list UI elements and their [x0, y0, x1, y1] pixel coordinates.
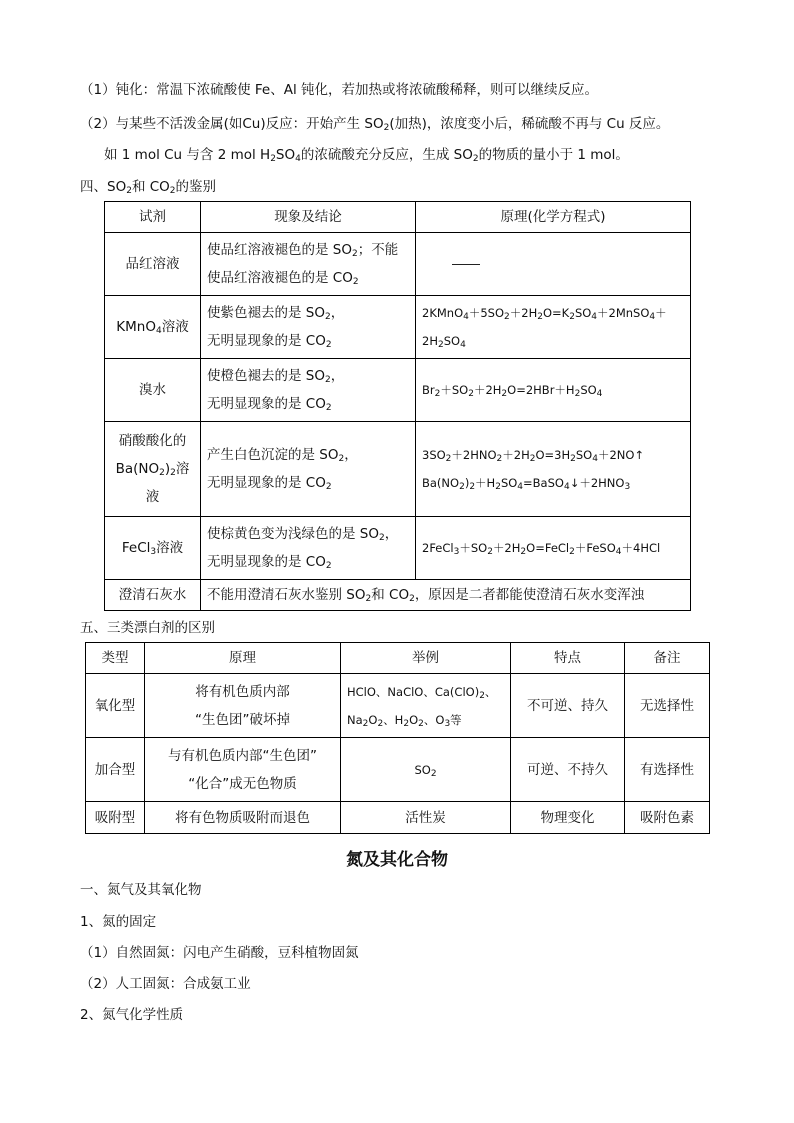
- subscript: 2: [459, 482, 465, 492]
- reagent-cell: [105, 422, 201, 517]
- note-cell: 吸附色素: [625, 802, 710, 834]
- subscript: 3: [453, 547, 460, 557]
- text-segment: 使橙色褪去的是 SO: [207, 368, 325, 384]
- text-segment: 使紫色褪去的是 SO: [207, 305, 325, 321]
- subscript: 4: [463, 312, 469, 322]
- subscript: 2: [574, 389, 581, 399]
- subscript: 2: [379, 533, 385, 543]
- text-segment: O: [409, 712, 419, 727]
- text-segment: HClO、NaClO、Ca(ClO): [347, 684, 480, 699]
- text-segment: 的浓硫酸充分反应，生成 SO: [300, 147, 473, 163]
- text-segment: ＋2HNO: [451, 448, 497, 462]
- reagent-cell: 品红溶液: [105, 233, 201, 296]
- section-title: 一、氮气及其氧化物: [80, 882, 202, 898]
- text-segment: 溶: [175, 461, 190, 477]
- table-row: [105, 422, 691, 517]
- text-segment: 硝酸酸化的: [118, 433, 187, 449]
- subscript: 2: [352, 249, 358, 259]
- subscript: 4: [517, 482, 524, 492]
- subscript: 2: [495, 482, 501, 492]
- text-segment: O=FeCl: [526, 541, 570, 555]
- subscript: 4: [615, 547, 622, 557]
- example-cell: [341, 738, 511, 802]
- phenomenon-cell: [201, 422, 416, 517]
- text-segment: 无明显现象的是 CO: [207, 475, 326, 491]
- phenomenon-cell: [201, 296, 416, 359]
- text-segment: 液: [145, 489, 160, 505]
- text-segment: ↓＋2HNO: [569, 476, 625, 490]
- table-header-row: [105, 202, 691, 233]
- feature-cell: 物理变化: [511, 802, 625, 834]
- text-segment: 2KMnO: [422, 306, 464, 320]
- text-segment: 的物质的量小于 1 mol。: [478, 147, 629, 163]
- explanation-cell: [201, 580, 691, 611]
- text-segment: ＋2H: [509, 306, 538, 320]
- subscript: 2: [325, 482, 332, 492]
- note-cell: 有选择性: [625, 738, 710, 802]
- principle-cell: [145, 738, 341, 802]
- reagent-cell: [105, 517, 201, 580]
- subscript: 4: [295, 154, 301, 164]
- text-segment: 将有机色质内部: [195, 683, 290, 700]
- text-segment: FeCl: [121, 540, 151, 556]
- principle-cell: [416, 517, 691, 580]
- text-segment: ＋5SO: [468, 306, 505, 320]
- text-segment: 、O: [423, 712, 445, 727]
- text-segment: ，原因是二者都能使澄清石灰水变浑浊: [414, 587, 645, 603]
- text-segment: 的鉴别: [175, 179, 217, 195]
- subscript: 2: [437, 340, 444, 350]
- table-header-row: [86, 643, 710, 674]
- text-segment: 溶液: [161, 319, 189, 335]
- subscript: 4: [460, 340, 466, 350]
- subscript: 2: [362, 718, 369, 729]
- subscript: 4: [592, 454, 598, 464]
- header-principle: 原理(化学方程式): [416, 202, 691, 233]
- text-segment: ，: [330, 368, 345, 384]
- text-segment: 产生白色沉淀的是 SO: [207, 447, 339, 463]
- text-segment: 使棕黄色变为浅绿色的是 SO: [207, 526, 379, 542]
- text-segment: 五、三类漂白剂的区别: [80, 620, 215, 636]
- text-segment: ＋2MnSO: [597, 306, 650, 320]
- paragraph-example: [104, 145, 629, 165]
- text-segment: 2H: [422, 334, 438, 348]
- section-title-bleaches: [80, 618, 215, 638]
- table-row: [86, 802, 710, 834]
- feature-cell: 可逆、不持久: [511, 738, 625, 802]
- subscript: 2: [501, 389, 508, 399]
- bleach-table: [85, 642, 710, 834]
- paragraph-text: （1）自然固氮：闪电产生硝酸，豆科植物固氮: [80, 945, 359, 961]
- text-segment: ＋SO: [440, 383, 469, 397]
- subscript: 2: [325, 340, 332, 350]
- text-segment: SO: [414, 762, 431, 777]
- text-segment: 使品红溶液褪色的是 CO: [207, 270, 353, 286]
- feature-cell: 不可逆、持久: [511, 674, 625, 738]
- table-row: [105, 233, 691, 296]
- text-segment: SO: [275, 147, 296, 163]
- type-cell: 加合型: [86, 738, 145, 802]
- text-segment: 使品红溶液褪色的是 SO: [207, 242, 352, 258]
- subscript: 2: [529, 454, 536, 464]
- subscript: 2: [338, 454, 345, 464]
- identification-table: [104, 201, 691, 611]
- text-segment: ＋2H: [473, 383, 502, 397]
- header-feature: 特点: [511, 643, 625, 674]
- text-segment: ＋H: [475, 476, 496, 490]
- principle-cell: 将有色物质吸附而退色: [145, 802, 341, 834]
- text-segment: ＋2H: [492, 541, 521, 555]
- note-cell: 无选择性: [625, 674, 710, 738]
- subscript: 2: [445, 454, 452, 464]
- header-principle: 原理: [145, 643, 341, 674]
- text-segment: Na: [347, 712, 363, 727]
- paragraph-text: （2）人工固氮：合成氨工业: [80, 976, 251, 992]
- header-note: 备注: [625, 643, 710, 674]
- subsection-title: 2、氮气化学性质: [80, 1007, 184, 1023]
- text-segment: SO: [575, 448, 593, 462]
- subscript: 2: [487, 547, 493, 557]
- table-row: [105, 359, 691, 422]
- text-segment: ，: [344, 447, 358, 463]
- paragraph-passivation: [80, 80, 598, 100]
- text-segment: 与有机色质内部“生色团”: [168, 747, 317, 764]
- text-segment: Br: [422, 383, 435, 397]
- phenomenon-cell: [201, 517, 416, 580]
- table-row: [105, 296, 691, 359]
- text-segment: (加热)，浓度变小后，稀硫酸不再与 Cu 反应。: [389, 116, 670, 132]
- text-segment: 、: [484, 684, 497, 699]
- text-segment: SO: [574, 306, 592, 320]
- subscript: 2: [325, 561, 332, 571]
- text-segment: 无明显现象的是 CO: [207, 396, 326, 412]
- text-segment: （2）与某些不活泼金属(如Cu)反应：开始产生 SO: [80, 116, 384, 132]
- example-cell: [341, 674, 511, 738]
- subscript: 2: [383, 123, 390, 133]
- text-segment: 无明显现象的是 CO: [207, 554, 326, 570]
- principle-cell: [416, 296, 691, 359]
- text-segment: SO: [580, 383, 597, 397]
- subscript: 3: [150, 547, 157, 557]
- subscript: 4: [563, 482, 570, 492]
- subscript: 2: [403, 718, 410, 729]
- table-row: [105, 517, 691, 580]
- text-segment: Ba(NO: [422, 476, 460, 490]
- text-segment: O=2HBr＋H: [507, 383, 575, 397]
- text-segment: 和 CO: [131, 179, 170, 195]
- subscript: 2: [325, 403, 332, 413]
- text-segment: 、H: [383, 712, 404, 727]
- subscript: 2: [469, 482, 476, 492]
- dash-line: [452, 264, 480, 265]
- subscript: 2: [479, 690, 485, 701]
- text-segment: O: [368, 712, 378, 727]
- subscript: 2: [537, 312, 543, 322]
- subscript: 3: [624, 482, 631, 492]
- text-segment: ): [464, 476, 470, 490]
- subscript: 4: [591, 312, 598, 322]
- principle-cell: [416, 422, 691, 517]
- subscript: 2: [430, 768, 437, 779]
- text-segment: 3SO: [422, 448, 446, 462]
- text-segment: 不能用澄清石灰水鉴别 SO: [207, 587, 366, 603]
- text-segment: ＋4HCl: [621, 541, 661, 555]
- subscript: 4: [155, 326, 162, 336]
- text-segment: SO: [443, 334, 461, 348]
- subscript: 2: [468, 389, 474, 399]
- subscript: 2: [126, 186, 132, 196]
- paragraph-text: （1）钝化：常温下浓硫酸使 Fe、Al 钝化，若加热或将浓硫酸稀释，则可以继续反应。: [80, 82, 598, 98]
- header-phenomenon: 现象及结论: [201, 202, 416, 233]
- subscript: 4: [596, 389, 603, 399]
- text-segment: “生色团”破坏掉: [195, 711, 290, 728]
- text-segment: SO: [500, 476, 518, 490]
- subscript: 2: [170, 468, 176, 478]
- subscript: 2: [569, 312, 575, 322]
- reagent-cell: [105, 296, 201, 359]
- page-heading: 氮及其化合物: [346, 850, 448, 870]
- section-title-identification: [80, 177, 216, 197]
- example-cell: 活性炭: [341, 802, 511, 834]
- text-segment: ；不能: [357, 242, 399, 258]
- text-segment: ): [164, 461, 171, 477]
- phenomenon-cell: [201, 359, 416, 422]
- text-segment: ＋2NO↑: [597, 448, 645, 462]
- subsection-title: 1、氮的固定: [80, 914, 157, 930]
- text-segment: Ba(NO: [115, 461, 160, 477]
- table-row: [86, 674, 710, 738]
- subscript: 2: [434, 389, 441, 399]
- type-cell: 氧化型: [86, 674, 145, 738]
- reagent-cell: 溴水: [105, 359, 201, 422]
- text-segment: 等: [450, 712, 462, 727]
- subscript: 2: [496, 454, 503, 464]
- subscript: 4: [649, 312, 656, 322]
- phenomenon-cell: [201, 233, 416, 296]
- text-segment: ，: [330, 305, 345, 321]
- text-segment: KMnO: [116, 319, 156, 335]
- text-segment: 溶液: [156, 540, 184, 556]
- text-segment: 四、SO: [80, 179, 127, 195]
- principle-cell: [145, 674, 341, 738]
- text-segment: “化合”成无色物质: [188, 775, 297, 792]
- table-row: [86, 738, 710, 802]
- subscript: 2: [569, 547, 575, 557]
- principle-cell: [416, 233, 691, 296]
- text-segment: ＋2H: [502, 448, 530, 462]
- subscript: 2: [325, 375, 331, 385]
- subscript: 2: [409, 594, 415, 604]
- reagent-cell: 澄清石灰水: [105, 580, 201, 611]
- paragraph-reaction-with-cu: [80, 114, 669, 134]
- text-segment: ＋SO: [459, 541, 488, 555]
- text-segment: 如 1 mol Cu 与含 2 mol H: [104, 147, 271, 163]
- subscript: 2: [570, 454, 576, 464]
- subscript: 2: [325, 312, 331, 322]
- header-type: 类型: [86, 643, 145, 674]
- subscript: 2: [472, 154, 479, 164]
- type-cell: 吸附型: [86, 802, 145, 834]
- table-row: [105, 580, 691, 611]
- subscript: 2: [418, 718, 424, 729]
- subscript: 2: [352, 277, 359, 287]
- text-segment: 和 CO: [371, 587, 410, 603]
- text-segment: 2FeCl: [422, 541, 454, 555]
- subscript: 2: [169, 186, 176, 196]
- text-segment: 无明显现象的是 CO: [207, 333, 326, 349]
- text-segment: O=K: [542, 306, 570, 320]
- header-example: 举例: [341, 643, 511, 674]
- subscript: 2: [504, 312, 510, 322]
- subscript: 2: [377, 718, 384, 729]
- header-reagent: 试剂: [105, 202, 201, 233]
- subscript: 2: [520, 547, 527, 557]
- text-segment: ，: [384, 526, 399, 542]
- subscript: 2: [365, 594, 372, 604]
- text-segment: ＋: [655, 306, 667, 320]
- principle-cell: [416, 359, 691, 422]
- text-segment: O=3H: [535, 448, 571, 462]
- text-segment: =BaSO: [523, 476, 564, 490]
- subscript: 2: [159, 468, 165, 478]
- text-segment: ＋FeSO: [574, 541, 616, 555]
- subscript: 3: [444, 718, 451, 729]
- subscript: 2: [270, 154, 276, 164]
